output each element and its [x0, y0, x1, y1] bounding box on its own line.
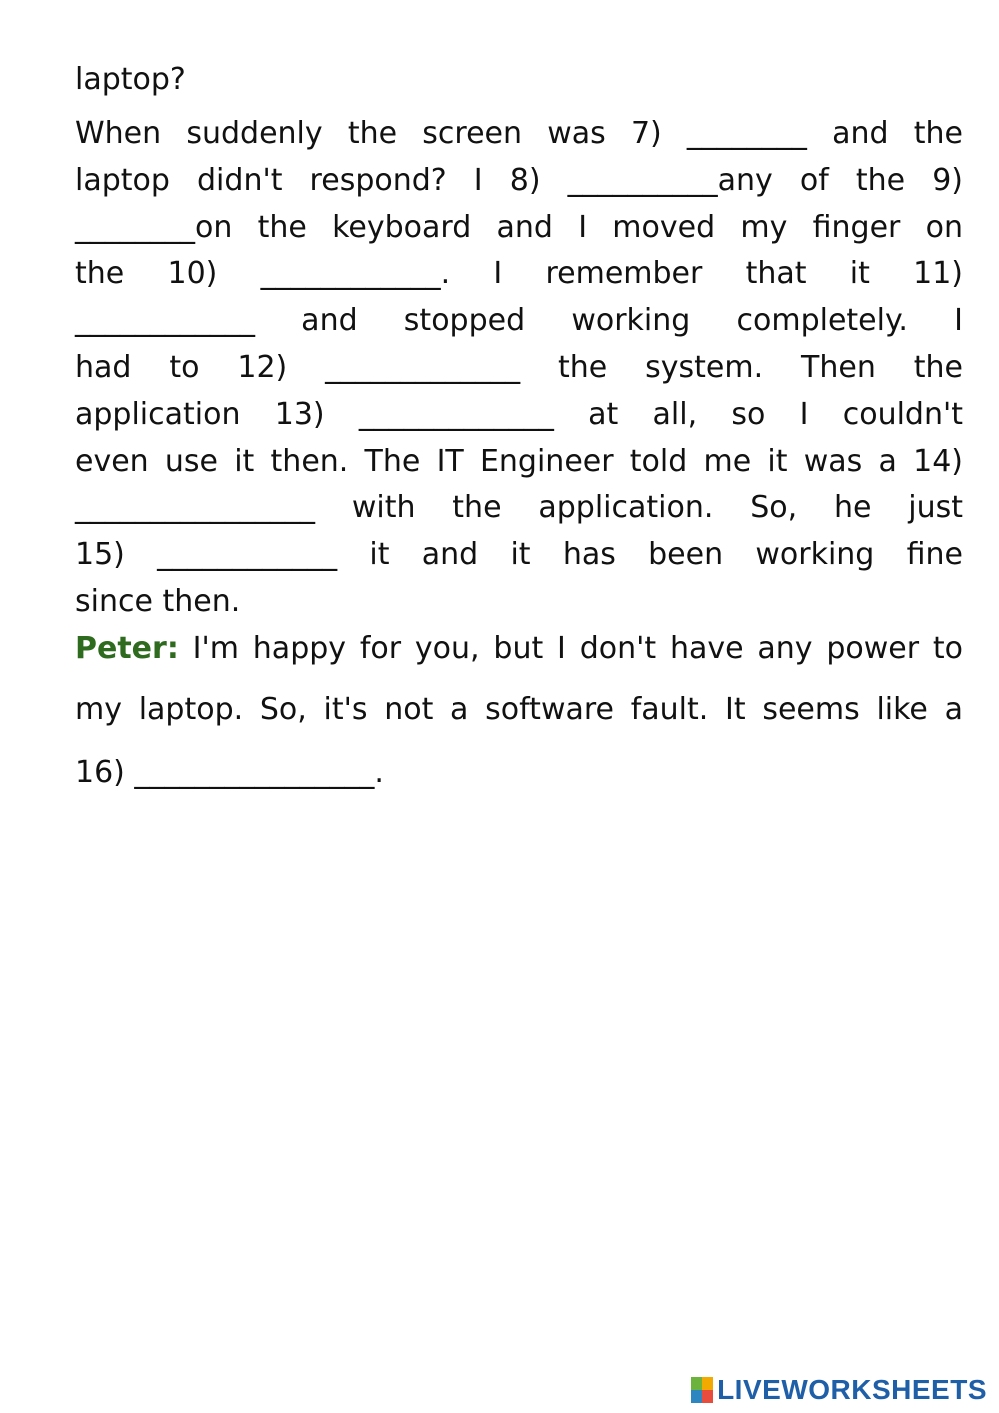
text-line: even use it then. The IT Engineer told me it was a 14)	[75, 444, 963, 479]
text-line: laptop didn't respond? I 8) __________any of the 9)	[75, 163, 963, 198]
text-line: since then.	[75, 584, 241, 619]
text-line: the 10) ____________. I remember that it 11)	[75, 256, 963, 291]
text-line: ____________ and stopped working completely. I	[75, 303, 963, 338]
speaker-label: Peter:	[75, 631, 179, 666]
text-line: 15) ____________ it and it has been working fine	[75, 537, 963, 572]
text-line: ________on the keyboard and I moved my finger on	[75, 210, 963, 245]
text-line: ________________ with the application. So, he just	[75, 490, 963, 525]
text-line: application 13) _____________ at all, so I couldn't	[75, 397, 963, 432]
liveworksheets-logo-icon	[691, 1377, 713, 1403]
text-line: When suddenly the screen was 7) ________ and the	[75, 116, 963, 151]
logo-text: LIVEWORKSHEETS	[717, 1374, 987, 1405]
text-line: laptop?	[75, 62, 186, 97]
peter-line	[75, 631, 963, 667]
text-line: my laptop. So, it's not a software fault. It seems like a	[75, 692, 963, 727]
text-line: had to 12) _____________ the system. Then the	[75, 350, 963, 385]
liveworksheets-logo	[691, 1374, 987, 1406]
dialogue-text: I'm happy for you, but I don't have any power to	[192, 631, 963, 666]
text-line: 16) ________________.	[75, 755, 384, 790]
